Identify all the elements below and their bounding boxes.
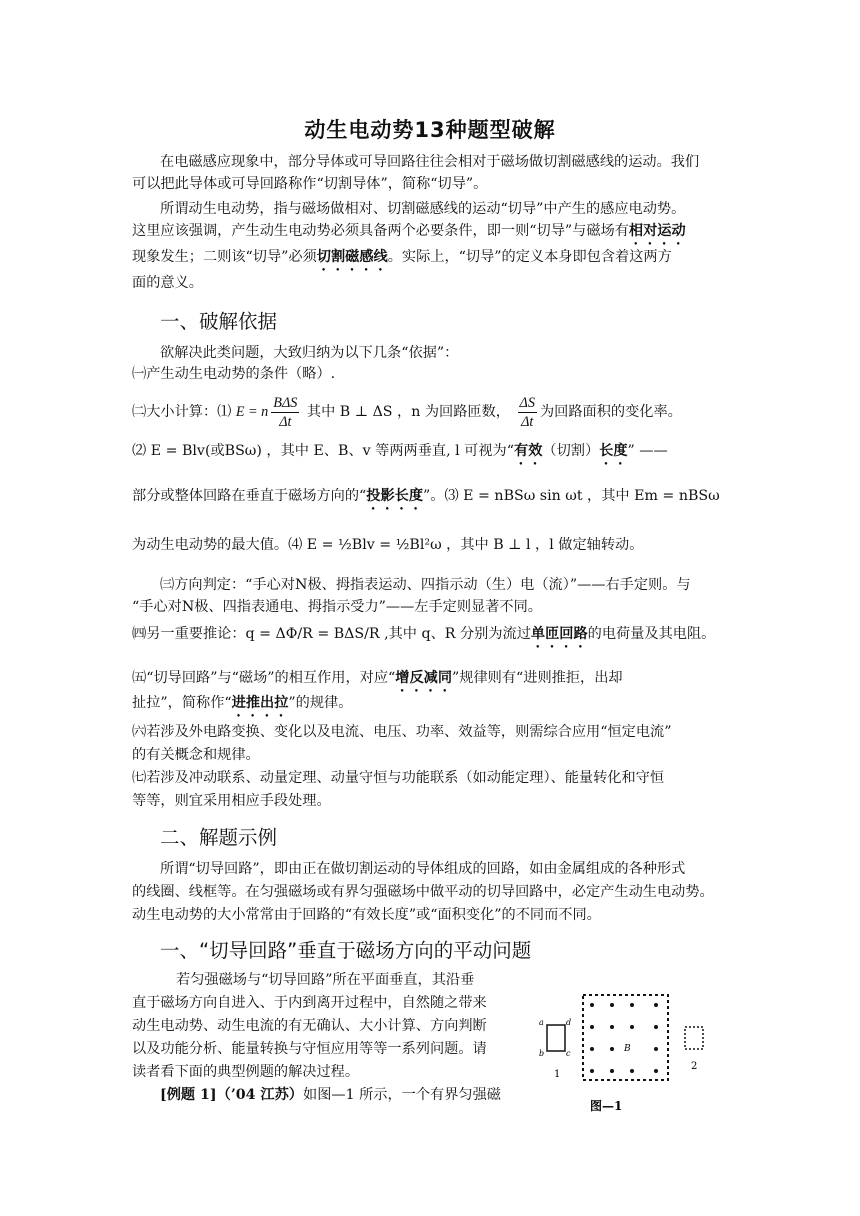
- text-span: 其中 B ⊥ ΔS ，n 为回路匝数，: [306, 404, 510, 420]
- emphasis-text: 进推出拉: [231, 695, 289, 711]
- paragraph-line: ㈥若涉及外电路变换、变化以及电流、电压、功率、效益等，则需综合应用“恒定电流”: [132, 724, 672, 740]
- section-heading: 二、解题示例: [160, 826, 278, 849]
- formula-line: [132, 441, 668, 468]
- paragraph-line: ㈢方向判定：“手心对N极、拇指表运动、四指示动（生）电（流）”——右手定则。与: [160, 577, 691, 593]
- paragraph-line: [132, 693, 352, 720]
- paragraph-line: [132, 247, 672, 274]
- paragraph-line: 读者看下面的典型例题的解决过程。: [132, 1064, 360, 1080]
- example-line: [160, 1085, 501, 1105]
- paragraph-line: 面的意义。: [132, 275, 203, 291]
- paragraph-line: [132, 221, 686, 248]
- text-span: ”规律则有“进则推拒，出却: [452, 670, 623, 686]
- paragraph-line: 的线圈、线框等。在匀强磁场或有界匀强磁场中做平动的切导回路中，必定产生动生电动势。: [132, 884, 714, 900]
- figure-caption: 图—1: [590, 1099, 623, 1113]
- text-span: ㈤“切导回路”与“磁场”的相互作用，对应“: [132, 670, 396, 686]
- emphasis-text: 有效: [514, 443, 543, 459]
- text-span: 这里应该强调，产生动生电动势必须具备两个必要条件，即一则“切导”与磁场有: [132, 223, 629, 239]
- numerator: ΔS: [519, 394, 535, 411]
- text-span: 。实际上，“切导”的定义本身即包含着这两方: [387, 249, 672, 265]
- numerator: BΔS: [273, 394, 298, 411]
- paragraph-line: 的有关概念和规律。: [132, 747, 260, 763]
- text-span: （切割）: [542, 443, 600, 459]
- paragraph-line: 欲解决此类问题，大致归纳为以下几条“依据”：: [160, 345, 459, 361]
- text-span: 为回路面积的变化率。: [539, 404, 682, 420]
- emphasis-text: 单匝回路: [530, 626, 588, 642]
- text-span: 现象发生；二则该“切导”必须: [132, 249, 317, 265]
- paragraph-line: 直于磁场方向自进入、于内到离开过程中，自然随之带来: [132, 995, 487, 1011]
- emphasis-text: 投影长度: [366, 488, 424, 504]
- emphasis-text: 切割磁感线: [316, 249, 388, 265]
- label-2: 2: [691, 1061, 698, 1072]
- emphasis-text: 增反减同: [395, 670, 453, 686]
- formula-line: [132, 486, 720, 513]
- text-span: 部分或整体回路在垂直于磁场方向的“: [132, 488, 367, 504]
- page-title: 动生电动势13种题型破解: [304, 118, 556, 142]
- example-source: （’04 江苏）: [216, 1087, 303, 1103]
- label-B: B: [624, 1044, 631, 1054]
- denominator: Δt: [279, 413, 292, 430]
- text-span: 的电荷量及其电阻。: [587, 626, 716, 642]
- label-b: b: [539, 1049, 545, 1058]
- fraction: [518, 394, 537, 431]
- text-span: ”。⑶ E = nBSω sin ωt ，其中 Em = nBSω: [423, 488, 720, 504]
- figure-1-diagram: [530, 985, 730, 1115]
- text-span: ”的规律。: [288, 695, 353, 711]
- emphasis-text: 相对运动: [628, 223, 686, 239]
- text-span: 如图—1 所示，一个有界匀强磁: [303, 1087, 501, 1103]
- text-span: ㈣另一重要推论：q = ΔΦ/R = BΔS/R ,其中 q、R 分别为流过: [132, 626, 531, 642]
- paragraph-line: 可以把此导体或可导回路称作“切割导体”，简称“切导”。: [132, 176, 488, 192]
- paragraph-line: ㈦若涉及冲动联系、动量定理、动量守恒与功能联系（如动能定理）、能量转化和守恒: [132, 770, 665, 786]
- section-heading: 一、“切导回路”垂直于磁场方向的平动问题: [160, 939, 532, 962]
- coil-1: [547, 1025, 565, 1051]
- paragraph-line: 所谓“切导回路”，即由正在做切割运动的导体组成的回路，如由金属组成的各种形式: [160, 861, 686, 877]
- denominator: Δt: [521, 413, 534, 430]
- paragraph-line: 等等，则宜采用相应手段处理。: [132, 793, 331, 809]
- text-span: ⑵ E = Blv(或BSω) ，其中 E、B、v 等两两垂直, l 可视为“: [132, 443, 514, 459]
- label-d: d: [566, 1018, 572, 1027]
- text-span: ㈡大小计算：⑴: [132, 404, 232, 420]
- paragraph-line: 所谓动生电动势，指与磁场做相对、切割磁感线的运动“切导”中产生的感应电动势。: [160, 201, 686, 217]
- magnetic-field-boundary: [583, 995, 668, 1080]
- section-heading: 一、破解依据: [160, 310, 278, 333]
- field-dots: [590, 1003, 658, 1073]
- coil-2: [685, 1027, 703, 1049]
- formula-text: E = n: [235, 404, 269, 420]
- formula-line: [132, 392, 682, 432]
- formula-line: 为动生电动势的最大值。⑷ E = ½Blv = ½Bl²ω ，其中 B ⊥ l ，l 做定轴转动。: [132, 537, 644, 553]
- paragraph-line: 动生电动势的大小常常由于回路的“有效长度”或“面积变化”的不同而不同。: [132, 907, 601, 923]
- paragraph-line: ㈠产生动生电动势的条件（略）.: [132, 366, 336, 382]
- fraction: [271, 394, 299, 431]
- paragraph-line: 在电磁感应现象中，部分导体或可导回路往往会相对于磁场做切割磁感线的运动。我们: [160, 154, 700, 170]
- example-label: [例题 1]: [160, 1087, 217, 1103]
- label-c: c: [566, 1049, 571, 1058]
- emphasis-text: 长度: [599, 443, 628, 459]
- text-span: ” ——: [627, 443, 668, 459]
- label-1: 1: [554, 1069, 561, 1080]
- formula-line: [132, 624, 715, 651]
- label-a: a: [539, 1018, 544, 1027]
- paragraph-line: 动生电动势、动生电流的有无确认、大小计算、方向判断: [132, 1018, 487, 1034]
- paragraph-line: [132, 668, 623, 695]
- text-span: 扯拉”，简称作“: [132, 695, 232, 711]
- paragraph-line: 以及功能分析、能量转换与守恒应用等等一系列问题。请: [132, 1041, 487, 1057]
- paragraph-line: “手心对N极、四指表通电、拇指示受力”——左手定则显著不同。: [132, 599, 542, 615]
- paragraph-line: 若匀强磁场与“切导回路”所在平面垂直，其沿垂: [176, 972, 475, 988]
